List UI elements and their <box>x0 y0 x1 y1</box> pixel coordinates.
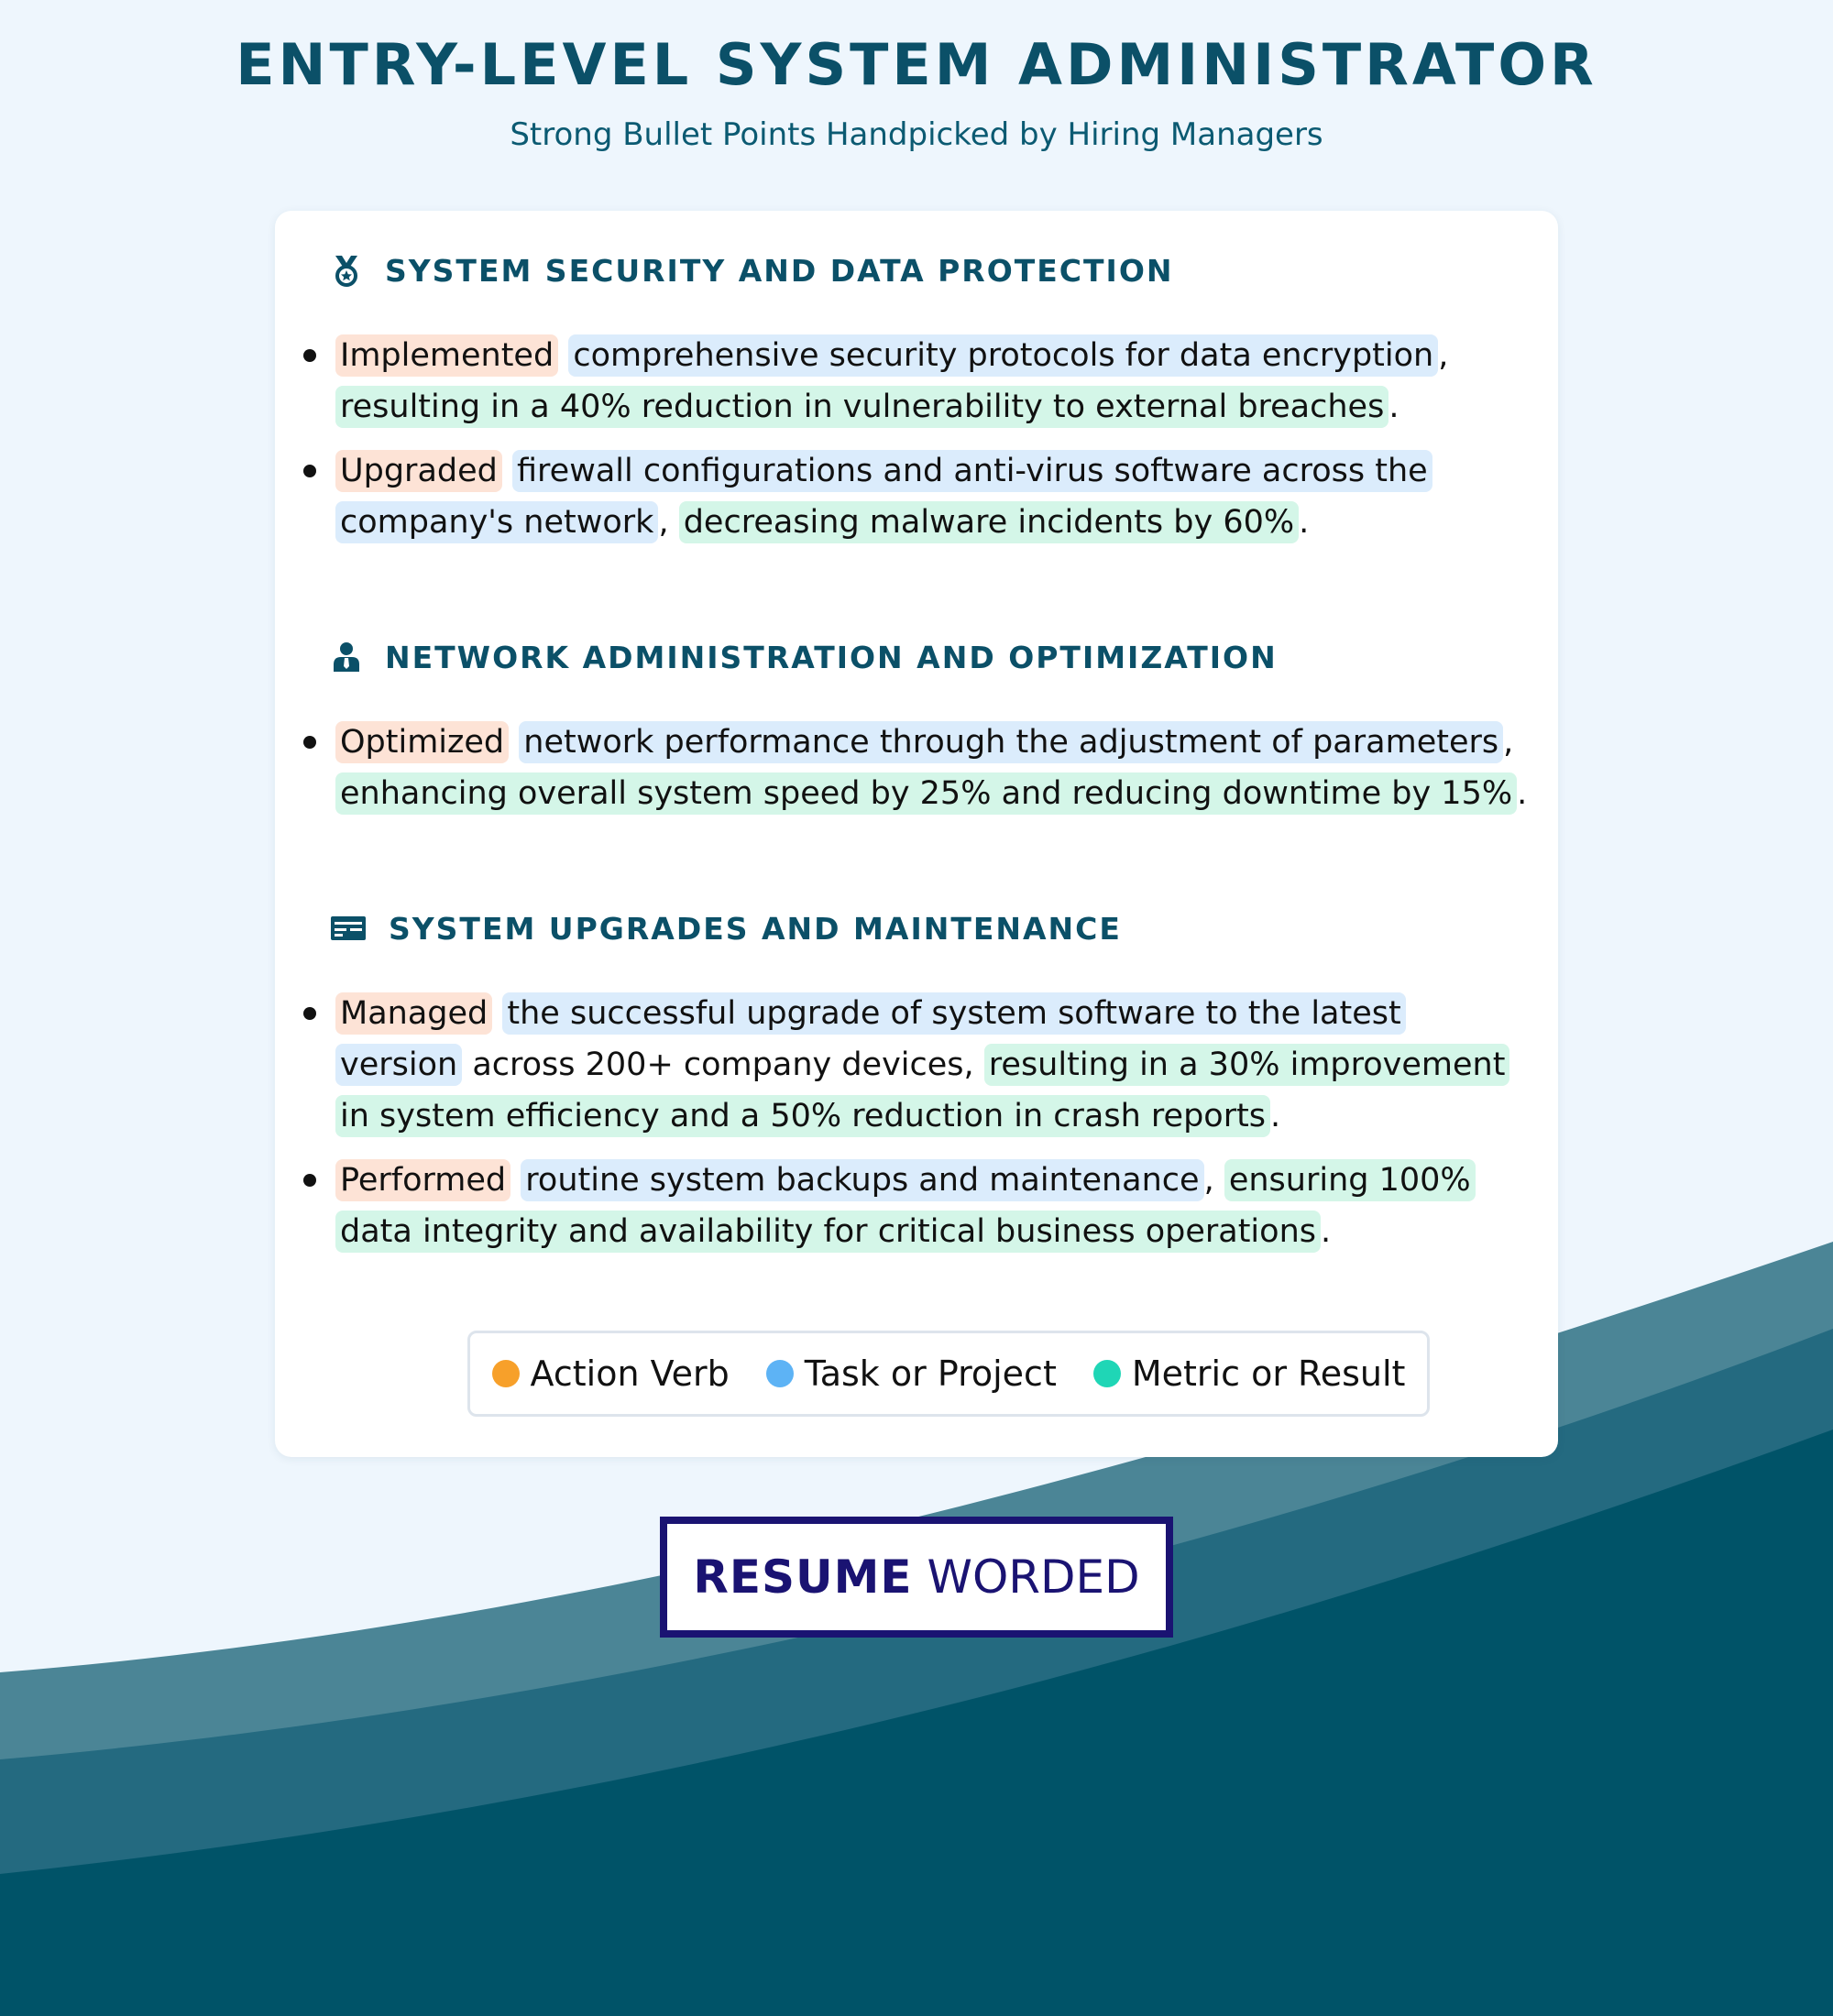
bullet-list <box>302 330 1531 561</box>
legend-item-action-verb <box>492 1353 730 1394</box>
highlight-task: firewall configurations and anti-virus software across the company's network <box>335 450 1432 543</box>
highlight-verb: Managed <box>335 992 492 1035</box>
legend-item-metric <box>1093 1353 1406 1394</box>
bullet-text: . <box>1321 1213 1332 1250</box>
legend-dot <box>766 1360 794 1387</box>
legend-label: Action Verb <box>530 1353 730 1394</box>
section-title: SYSTEM UPGRADES AND MAINTENANCE <box>389 910 1122 947</box>
medal-icon <box>330 254 363 287</box>
color-legend <box>467 1331 1430 1417</box>
highlight-verb: Implemented <box>335 334 558 377</box>
bullet-item <box>302 717 1531 819</box>
legend-dot <box>492 1360 520 1387</box>
bullet-item <box>302 330 1531 433</box>
bullet-text: . <box>1388 389 1399 425</box>
bullet-text: . <box>1517 775 1528 812</box>
highlight-metric: resulting in a 30% improvement in system efficiency and a 50% reduction in crash reports <box>335 1044 1509 1137</box>
section-title: SYSTEM SECURITY AND DATA PROTECTION <box>385 252 1174 289</box>
section-header <box>330 247 1174 293</box>
bullet-text <box>510 1162 521 1199</box>
legend-label: Metric or Result <box>1131 1353 1406 1394</box>
bullet-text <box>509 724 519 761</box>
bullet-item <box>302 988 1531 1142</box>
section-header <box>330 634 1278 680</box>
page-subtitle: Strong Bullet Points Handpicked by Hiring Managers <box>510 116 1323 153</box>
bullet-text: , <box>1203 1162 1224 1199</box>
highlight-metric: decreasing malware incidents by 60% <box>679 501 1299 543</box>
logo-light-text: WORDED <box>927 1550 1140 1604</box>
highlight-verb: Optimized <box>335 721 509 763</box>
legend-label: Task or Project <box>804 1353 1057 1394</box>
highlight-task: network performance through the adjustment of parameters <box>519 721 1503 763</box>
highlight-verb: Upgraded <box>335 450 502 492</box>
bullet-text <box>558 337 568 374</box>
highlight-metric: ensuring 100% data integrity and availability for critical business operations <box>335 1159 1476 1253</box>
page-title: ENTRY-LEVEL SYSTEM ADMINISTRATOR <box>236 31 1597 98</box>
highlight-task: routine system backups and maintenance <box>521 1159 1203 1201</box>
bullet-item <box>302 445 1531 548</box>
highlight-verb: Performed <box>335 1159 510 1201</box>
bullet-text: , <box>1438 337 1449 374</box>
highlight-metric: resulting in a 40% reduction in vulnerability to external breaches <box>335 386 1388 428</box>
highlight-metric: enhancing overall system speed by 25% and reducing downtime by 15% <box>335 772 1517 815</box>
page-header <box>0 0 1833 153</box>
bullet-points-card <box>275 211 1558 1457</box>
section-header <box>330 905 1122 951</box>
bullet-text <box>502 453 512 489</box>
bullet-text: across 200+ company devices, <box>462 1046 984 1083</box>
legend-item-task <box>766 1353 1057 1394</box>
bullet-text: . <box>1299 504 1310 541</box>
bullet-list <box>302 717 1531 832</box>
bullet-text: . <box>1270 1098 1281 1134</box>
user-tie-icon <box>330 641 363 674</box>
legend-dot <box>1093 1360 1121 1387</box>
bullet-text: , <box>658 504 679 541</box>
highlight-task: the successful upgrade of system software to the latest version <box>335 992 1406 1086</box>
id-card-icon <box>330 912 367 945</box>
logo-bold-text: RESUME <box>693 1550 913 1604</box>
resume-worded-logo <box>660 1517 1173 1638</box>
bullet-item <box>302 1155 1531 1257</box>
bullet-text: , <box>1503 724 1514 761</box>
bullet-list <box>302 988 1531 1270</box>
highlight-task: comprehensive security protocols for data encryption <box>568 334 1438 377</box>
section-title: NETWORK ADMINISTRATION AND OPTIMIZATION <box>385 639 1278 675</box>
bullet-text <box>492 995 502 1032</box>
